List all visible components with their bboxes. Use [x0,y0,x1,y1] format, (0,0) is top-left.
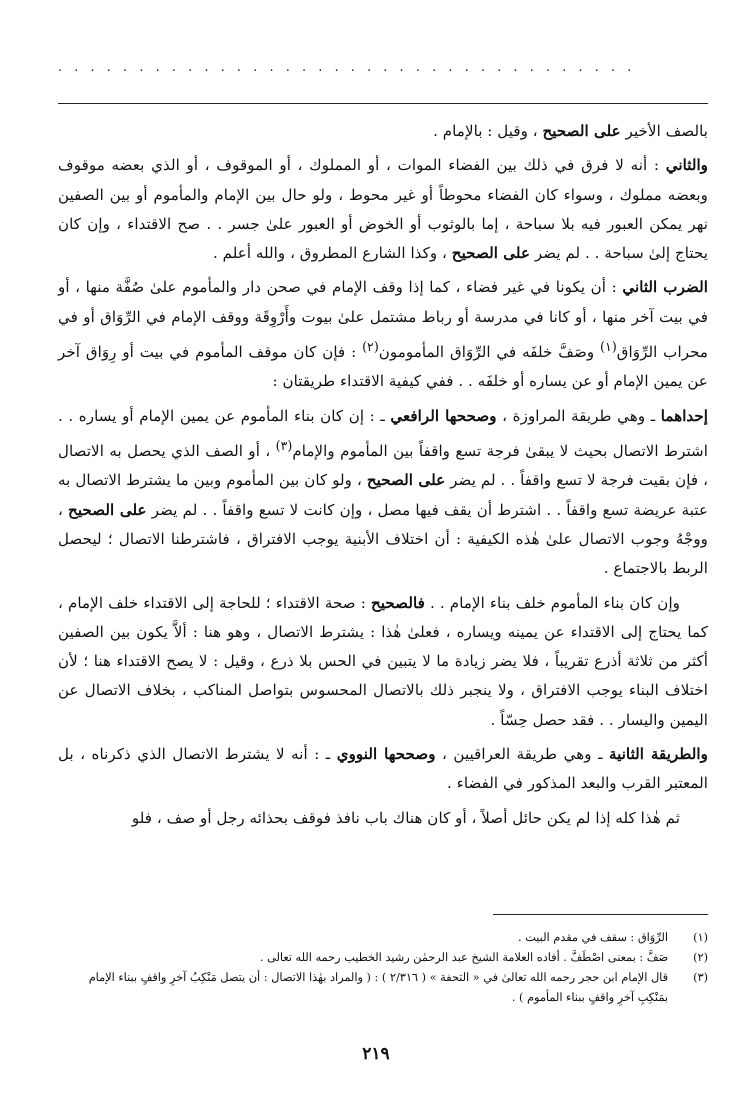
paragraph-5 [58,589,708,735]
text-run: ، وقيل : بالإمام . [433,122,543,140]
footnote-number: (٢) [693,951,708,964]
footnote-2 [58,948,708,968]
text-run: : أنه لا فرق في ذلك بين الفضاء الموات ، أو المملوك ، أو الموقوف ، أو الذي بعضه موقوف وبعضه مملوك ، وسواء كان الفضاء محوطاً أو غير محوط ، ولو حال بين الإمام والمأموم أو بين الصفين نهر يمكن العبور فيه بلا سباحة ، إما بالوثوب أو الخوض أو العبور علىٰ جسر . . صح الاقتداء ، وإن كان يحتاج إلىٰ سباحة . . لم يضر [58,156,708,263]
paragraph-4 [58,402,708,584]
section-lead: والطريقة الثانية [608,745,708,764]
footnote-text: قال الإمام ابن حجر رحمه الله تعالىٰ في « التحفة » ( ٢/٣١٦ ) : ( والمراد بهٰذا الاتصال : أن يتصل مَنْكِبُ آخرِ واقفٍ ببناء الإمام بمَنْكِبِ آخرِ واقفٍ ببناء المأموم ) . [88,971,668,1004]
text-run: ـ وهي طريقة العراقيين ، [435,745,609,764]
text-run: وصَفَّ خلفَه في الرِّوَاق المأمومون [378,343,601,362]
bold-term: على الصحيح [451,244,531,263]
footnote-number: (١) [693,931,708,944]
footnotes [58,928,708,1008]
text-run: ثم هٰذا كله إذا لم يكن حائل أصلاً ، أو كان هناك باب نافذ فوقف بحذائه رجل أو صف ، فلو [131,808,680,827]
bold-term: فالصحيح [370,593,425,612]
section-lead: إحداهما [660,406,708,425]
header-dotted-line: . . . . . . . . . . . . . . . . . . . . . . . . . . . . . . . . . . . . [58,60,636,75]
text-run: بالصف الأخير [620,122,708,140]
text-run: ، وكذا الشارع المطروق ، والله أعلم . [212,244,452,263]
text-run: : صحة الاقتداء ؛ للحاجة إلى الاقتداء خلف الإمام ، كما يحتاج إلى الاقتداء عن يمينه ويساره ، فعلىٰ هٰذا : يشترط الاتصال ، وهو هنا : ألاَّ يكون بين الصفين أكثر من ثلاثة أذرع تقريباً ، فلا يضر زيادة ما لا يتبين في الحس بلا ذرع ، وقيل : لا يصح الاقتداء هنا ؛ لأن اختلاف البناء يوجب الافتراق ، ولا ينجبر ذلك بالاتصال المحسوس بتواصل المناكب ، بخلاف الاتصال عن اليمين واليسار . . فقد حصل حِسّاً . [58,593,708,729]
text-run: ، ولو كان بين المأموم وبين ما يشترط الاتصال به عتبة عريضة تسع واقفاً . . اشترط أن يقف فيها مصل ، وإن كانت لا تسع واقفاً . . لم يضر [58,471,709,519]
footnote-ref[interactable]: (١) [600,339,617,355]
header-rule [58,103,708,104]
footnote-number: (٣) [693,971,708,984]
footnote-text: الرِّوَاق : سقف في مقدم البيت . [518,931,668,944]
text-run: ، أو الصف الذي يحصل به الاتصال ، فإن بقيت فرجة لا تسع واقفاً . . لم يضر [58,442,708,490]
text-run: ـ : إن كان بناء المأموم عن يمين الإمام أو يساره . . اشترط الاتصال بحيث لا يبقىٰ فرجة تسع واقفاً بين المأموم والإمام [58,406,708,461]
main-text [58,117,708,838]
text-run: : أن يكونا في غير فضاء ، كما إذا وقف الإمام في صحن دار والمأموم علىٰ صُفَّة منها ، أو في بيت آخر منها ، أو كانا في مدرسة أو رباط مشتمل علىٰ بيوت وأَرْوِقَة ووقف الإمام في الرِّوَاق أو في محراب الرِّوَاق [58,278,709,362]
paragraph-7 [58,804,708,833]
footnote-1 [58,928,708,948]
paragraph-3 [58,273,708,396]
section-lead: الضرب الثاني [622,278,708,297]
text-run: ، ووجْهُ وجوب الاتصال علىٰ هٰذه الكيفية : أن اختلاف الأبنية يوجب الافتراق ، فاشترطنا الاتصال ؛ ليحصل الربط بالاجتماع . [58,500,708,578]
paragraph-6 [58,740,708,799]
paragraph-1 [58,117,708,146]
bold-term: وصححها النووي [336,745,436,764]
page-number: ٢١٩ [362,1044,390,1064]
bold-term: على الصحيح [366,471,446,490]
bold-term: وصححها الرافعي [390,406,497,425]
paragraph-2 [58,151,708,268]
footnote-ref[interactable]: (٢) [362,339,379,355]
text-run: ـ : أنه لا يشترط الاتصال الذي ذكرناه ، بل المعتبر القرب والبعد المذكور في الفضاء . [58,745,708,793]
bold-term: على الصحيح [542,122,621,140]
text-run: وإن كان بناء المأموم خلف بناء الإمام . . [424,593,681,612]
section-lead: والثاني [665,156,708,175]
bold-term: على الصحيح [68,500,147,519]
text-run: ـ وهي طريقة المراوزة ، [496,406,661,425]
footnote-text: صَفَّ : بمعنى اصْطَفَّ . أفاده العلامة الشيخ عبد الرحمٰن رشيد الخطيب رحمه الله تعالى . [259,951,668,964]
footnote-ref[interactable]: (٣) [275,438,293,454]
text-run: : فإن كان موقف المأموم في بيت أو رِوَاق آخر عن يمين الإمام أو عن يساره أو خلفَه . . ففي كيفية الاقتداء طريقتان : [58,343,708,391]
footnote-rule [493,914,708,915]
footnote-3 [58,968,708,1008]
